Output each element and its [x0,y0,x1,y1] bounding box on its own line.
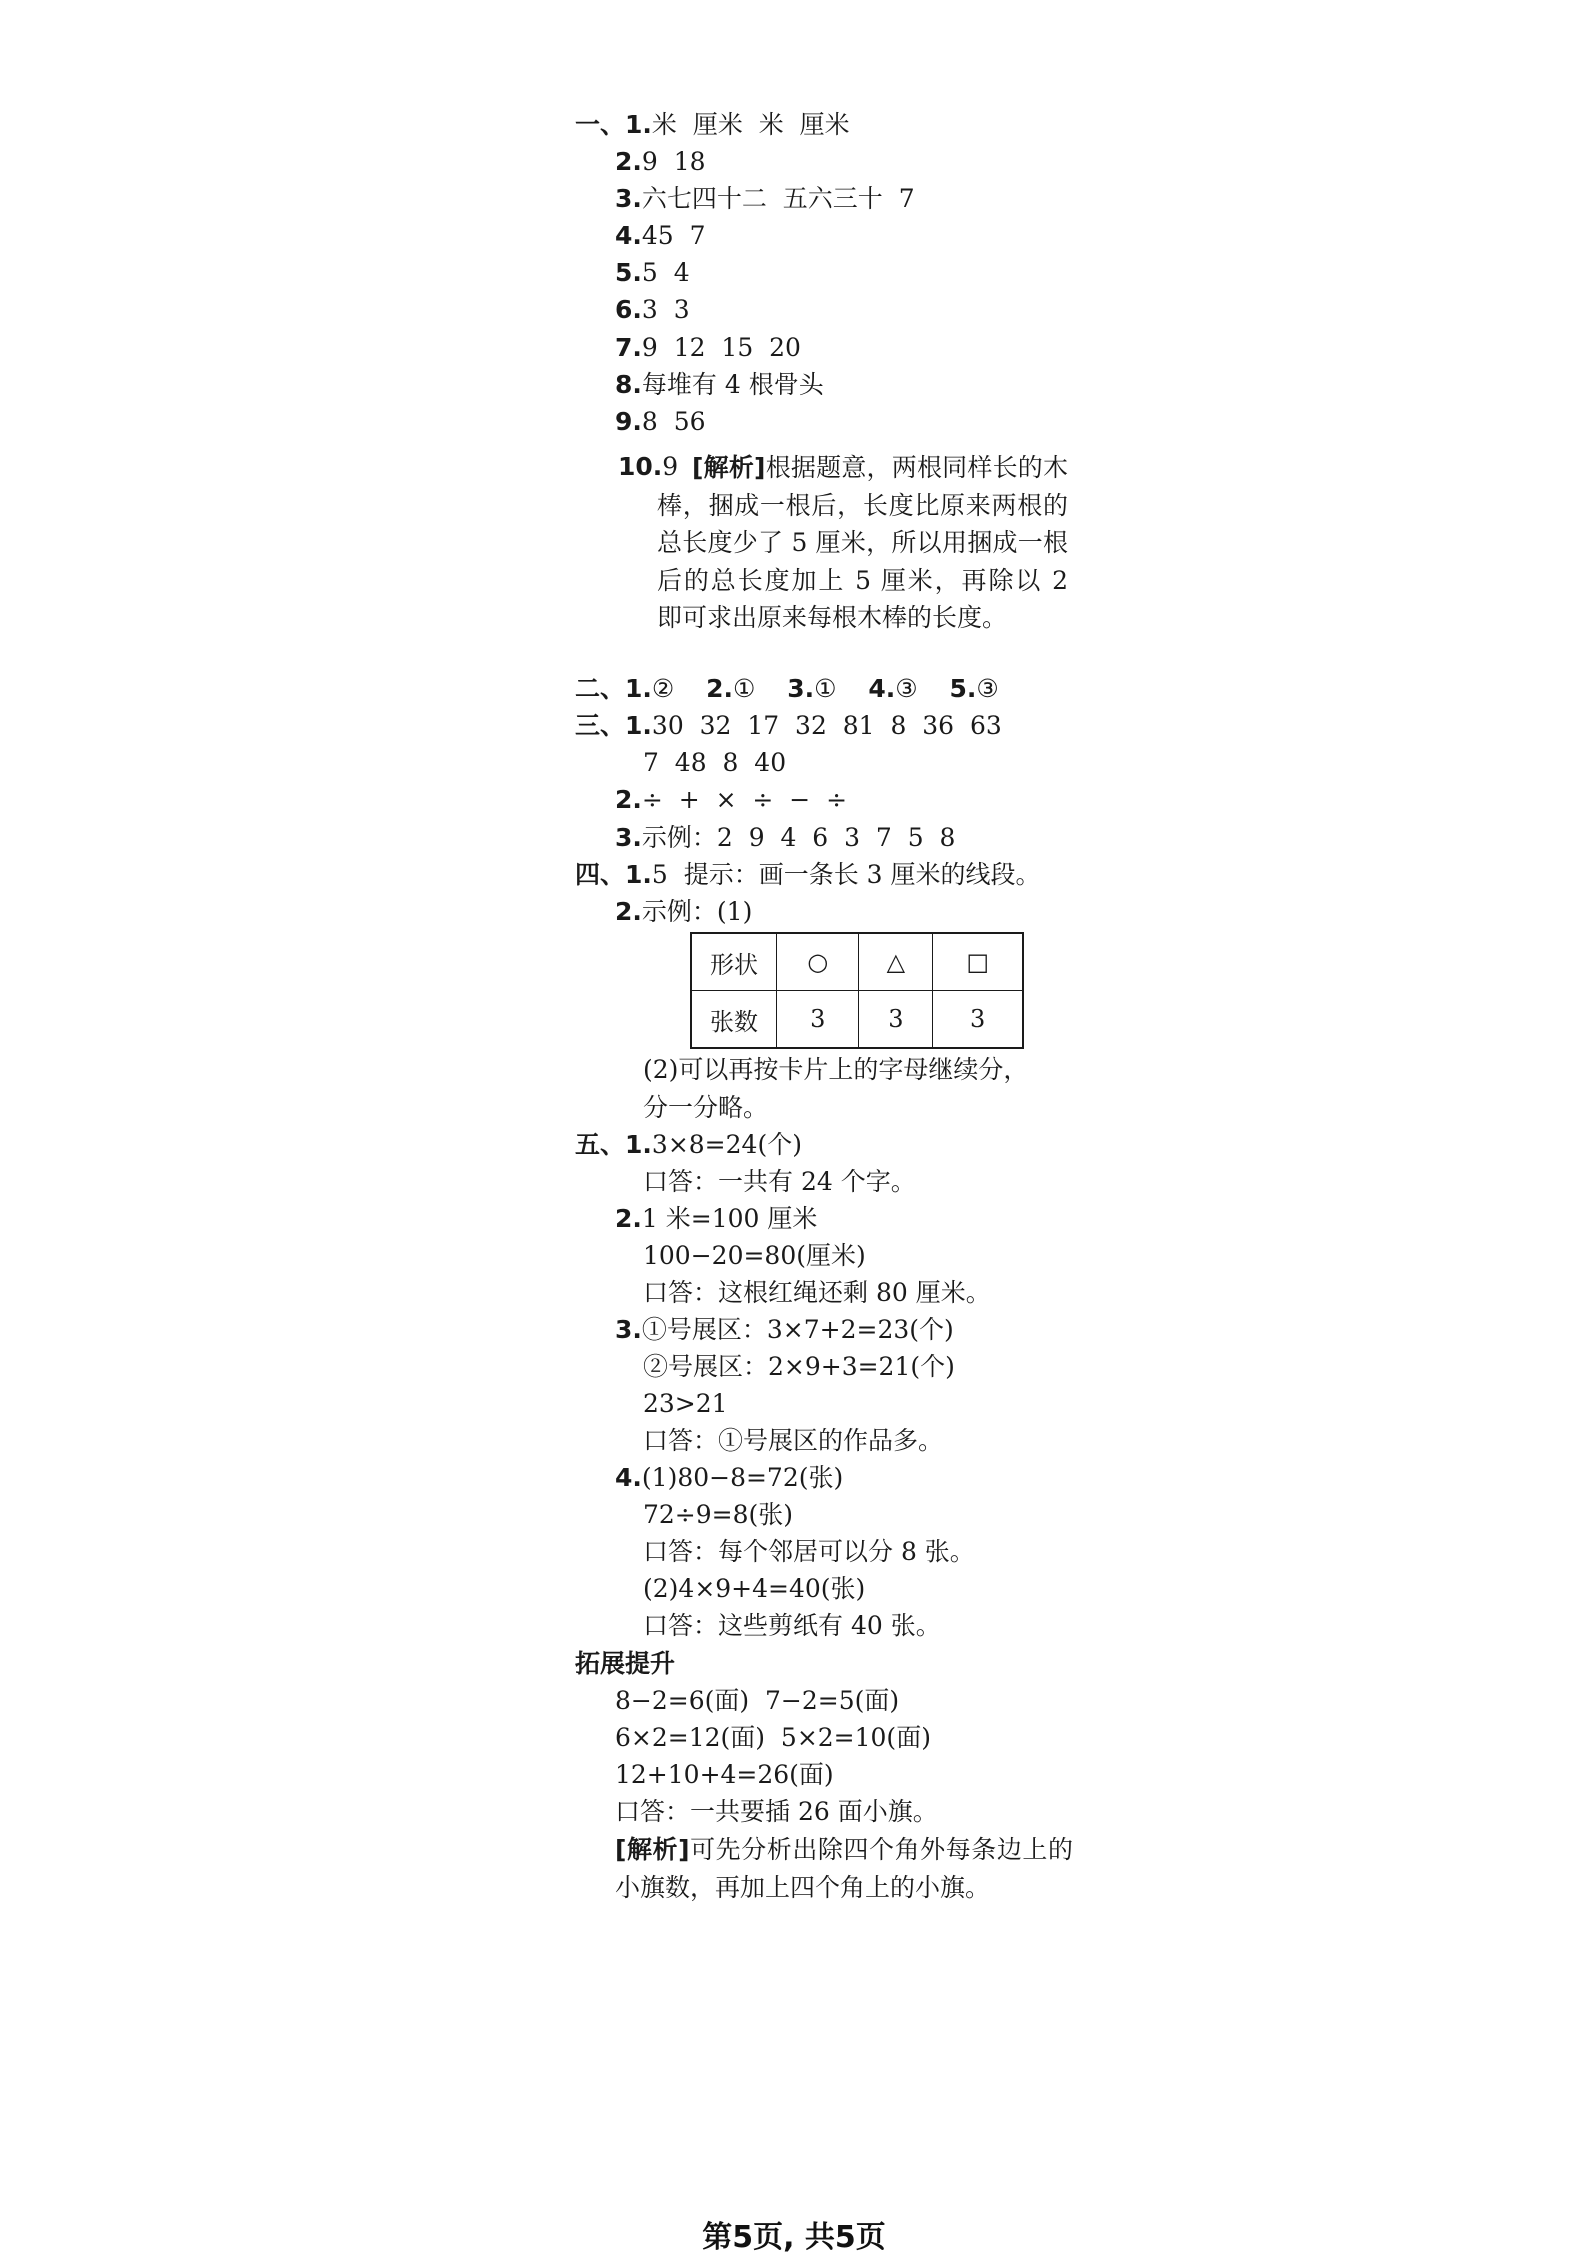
shape-count-table [690,932,1024,1049]
section-label: 五、 [575,1130,626,1159]
question-number: 3. [615,823,642,852]
part1-q10-analysis [657,449,1068,637]
part4-q2-note2: 分一分略。 [643,1093,769,1122]
part1-q5 [615,255,690,291]
part3-q1-line1 [575,708,1002,744]
part1-q3 [615,181,915,217]
answer-text: 米 厘米 米 厘米 [651,110,850,139]
part1-q2 [615,144,706,180]
question-number: 3. [787,674,815,703]
part5-q2-line2: 100−20=80(厘米) [643,1241,866,1270]
question-number: 5. [949,674,977,703]
question-number: 5. [615,258,642,287]
answer-text: 每堆有 4 根骨头 [641,370,824,399]
answer-text: ① [733,674,756,703]
answer-text: 3 3 [641,295,690,324]
question-number: 3. [615,184,642,213]
part5-q3-line3: 23>21 [643,1389,728,1418]
part5-q3-answer: 口答：①号展区的作品多。 [643,1426,944,1455]
part4-q1 [575,857,1041,893]
question-number: 2. [615,785,642,814]
question-number: 2. [615,1204,642,1233]
question-number: 2. [615,147,642,176]
section-label: 一、 [575,110,626,139]
answer-text: ③ [976,674,999,703]
part1-q6 [615,292,690,328]
answer-text: ①号展区：3×7+2=23(个) [641,1315,954,1344]
square-icon: □ [933,933,1023,991]
question-number: 1. [625,860,652,889]
question-number: 4. [615,221,642,250]
question-number: 1. [625,674,652,703]
question-number: 4. [868,674,896,703]
part1-q8 [615,367,824,403]
part1-q9 [615,404,706,440]
part5-q3 [615,1312,954,1348]
answer-text: 1 米=100 厘米 [641,1204,818,1233]
table-cell: 3 [859,991,933,1049]
question-number: 7. [615,333,642,362]
question-number: 1. [625,1130,652,1159]
answer-text: 5 4 [641,258,690,287]
answer-text: ÷ + × ÷ − ÷ [641,785,848,814]
part1-q7 [615,330,801,366]
part5-q1 [575,1127,802,1163]
question-number: 9. [615,407,642,436]
extension-line1: 8−2=6(面) 7−2=5(面) [615,1686,900,1715]
section-label: 二、 [575,674,626,703]
question-number: 10. [618,452,663,481]
table-row [691,933,1023,991]
table-cell: 3 [777,991,859,1049]
part1-q1 [575,107,850,143]
question-number: 8. [615,370,642,399]
analysis-text: 根据题意，两根同样长的木棒，捆成一根后，长度比原来两根的总长度少了 5 厘米，所以用捆成一根后的总长度加上 5 厘米，再除以 2 即可求出原来每根木棒的长度。 [657,453,1068,632]
question-number: 2. [615,897,642,926]
answer-text: ② [651,674,675,703]
answer-text: 六七四十二 五六三十 7 [641,184,915,213]
part5-q4-line2: 72÷9=8(张) [643,1500,794,1529]
analysis-text: 可先分析出除四个角外每条边上的小旗数，再加上四个角上的小旗。 [615,1835,1073,1902]
section-label: 三、 [575,711,626,740]
extension-line3: 12+10+4=26(面) [615,1760,834,1789]
answer-text: 示例：2 9 4 6 3 7 5 8 [641,823,956,852]
part5-q2 [615,1201,817,1237]
question-number: 3. [615,1315,642,1344]
question-number: 4. [615,1463,642,1492]
question-number: 1. [625,711,652,740]
part5-q2-answer: 口答：这根红绳还剩 80 厘米。 [643,1278,991,1307]
extension-answer: 口答：一共要插 26 面小旗。 [615,1797,938,1826]
table-row-label: 张数 [691,991,777,1049]
part5-q4-answer1: 口答：每个邻居可以分 8 张。 [643,1537,975,1566]
answer-text: ① [814,674,837,703]
part5-q1-answer: 口答：一共有 24 个字。 [643,1167,916,1196]
answer-text: 5 提示：画一条长 3 厘米的线段。 [651,860,1041,889]
triangle-icon: △ [859,933,933,991]
answer-text: ③ [895,674,918,703]
answer-text: (1)80−8=72(张) [641,1463,844,1492]
answer-text: 9 [662,452,679,481]
analysis-label: [解析] [615,1835,690,1864]
page-number: 第5页, 共5页 [702,2220,886,2255]
table-row-label: 形状 [691,933,777,991]
analysis-label: [解析] [692,453,766,482]
part2-answers [575,671,999,707]
circle-icon: ○ [777,933,859,991]
answer-text: 示例：(1) [641,897,753,926]
answer-text: 9 18 [641,147,706,176]
answer-text: 3×8=24(个) [651,1130,802,1159]
part3-q2 [615,782,847,818]
extension-line2: 6×2=12(面) 5×2=10(面) [615,1723,931,1752]
question-number: 2. [706,674,734,703]
extension-title: 拓展提升 [575,1649,676,1678]
answer-text: 8 56 [641,407,706,436]
table-row [691,991,1023,1049]
part5-q4-answer2: 口答：这些剪纸有 40 张。 [643,1611,941,1640]
extension-analysis [615,1831,1073,1906]
part3-q3 [615,820,955,856]
part5-q4 [615,1460,843,1496]
answer-text: 9 12 15 20 [641,333,801,362]
question-number: 1. [625,110,652,139]
part4-q2 [615,894,752,930]
part5-q4-line4: (2)4×9+4=40(张) [643,1574,866,1603]
answer-text: 45 7 [641,221,706,250]
question-number: 6. [615,295,642,324]
section-label: 四、 [575,860,626,889]
part1-q4 [615,218,706,254]
answer-text: 30 32 17 32 81 8 36 63 [651,711,1002,740]
table-cell: 3 [933,991,1023,1049]
part4-q2-note1: (2)可以再按卡片上的字母继续分， [643,1055,1029,1084]
part3-q1-line2: 7 48 8 40 [643,748,787,777]
part5-q3-line2: ②号展区：2×9+3=21(个) [643,1352,955,1381]
